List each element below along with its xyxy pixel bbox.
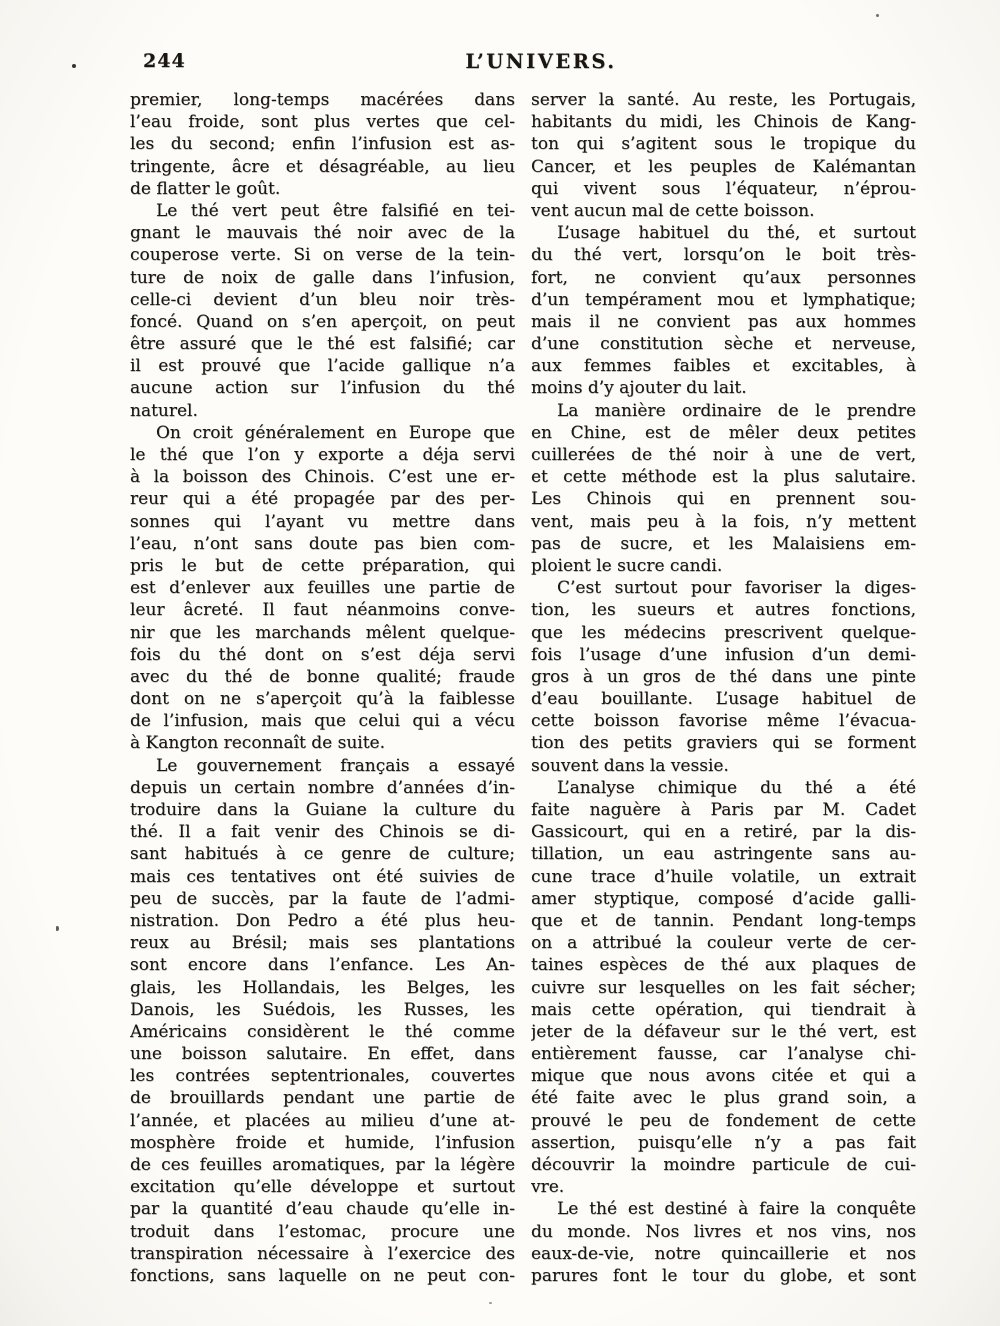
text-line: être assuré que le thé est falsifié; car — [130, 334, 515, 355]
text-line: moins d’y ajouter du lait. — [531, 378, 747, 399]
text-line: La manière ordinaire de le prendre — [557, 400, 916, 421]
text-line: découvrir la moindre particule de cui- — [531, 1155, 916, 1175]
text-line: Le thé vert peut être falsifié en tei- — [156, 200, 515, 221]
running-title: L’UNIVERS. — [465, 50, 617, 73]
text-line: tion, les sueurs et autres fonctions, — [531, 600, 916, 621]
text-line: Les Chinois qui en prennent sou- — [531, 489, 916, 510]
text-line: faite naguère à Paris par M. Cadet — [531, 800, 916, 820]
text-line: vent aucun mal de cette boisson. — [531, 200, 815, 221]
text-line: vent, mais peu à la fois, n’y mettent — [531, 511, 916, 532]
text-line: Le gouvernement français a essayé — [156, 755, 515, 776]
text-line: pris le but de cette préparation, qui — [130, 555, 515, 576]
text-line: L’analyse chimique du thé a été — [557, 777, 916, 798]
text-line: les du second; enfin l’infusion est as- — [130, 134, 515, 155]
text-line: cuillerées de thé noir à une de vert, — [531, 445, 916, 465]
text-line: mais il ne convient pas aux hommes — [531, 311, 916, 332]
text-line: par la quantité d’eau chaude qu’elle in- — [130, 1199, 515, 1220]
text-line: de ces feuilles aromatiques, par la légère — [130, 1155, 515, 1175]
text-line: vre. — [531, 1177, 565, 1198]
text-line: fort, ne convient qu’aux personnes — [531, 267, 916, 288]
text-line: tillation, un eau astringente sans au- — [531, 844, 916, 865]
text-line: le thé que l’on y exporte a déja servi — [130, 445, 515, 465]
text-line: amer styptique, composé d’acide galli- — [531, 888, 916, 909]
text-column-right — [531, 89, 916, 1287]
text-line: parures font le tour du globe, et sont — [531, 1265, 916, 1286]
text-line: d’eau bouillante. L’usage habituel de — [531, 689, 916, 710]
text-line: server la santé. Au reste, les Portugais, — [531, 90, 916, 110]
text-line: celle-ci devient d’un bleu noir très- — [130, 289, 515, 310]
text-line: On croit généralement en Europe que — [156, 422, 515, 443]
text-line: Le thé est destiné à faire la conquête — [557, 1199, 916, 1220]
text-line: depuis un certain nombre d’années d’in- — [130, 777, 515, 798]
scan-speck — [876, 14, 879, 17]
text-line: mique que nous avons citée et qui a — [531, 1066, 916, 1087]
text-line: les contrées septentrionales, couvertes — [130, 1066, 515, 1087]
text-line: ture de noix de galle dans l’infusion, — [130, 267, 515, 288]
text-line: et cette méthode est la plus salutaire. — [531, 467, 916, 488]
text-line: mais ces tentatives ont été suivies de — [130, 866, 515, 887]
text-line: aux femmes faibles et excitables, à — [531, 356, 916, 377]
text-line: de flatter le goût. — [130, 178, 281, 199]
text-line: gros à un gros de thé dans une pinte — [531, 666, 916, 687]
text-line: taines espèces de thé aux plaques de — [531, 955, 916, 976]
text-line: qui vivent sous l’équateur, n’éprou- — [531, 178, 916, 199]
text-line: thé. Il a fait venir des Chinois se di- — [130, 822, 515, 843]
text-line: sonnes qui l’ayant vu mettre dans — [130, 511, 515, 532]
text-line: couperose verte. Si on verse de la tein- — [130, 245, 515, 266]
text-line: naturel. — [130, 400, 198, 421]
text-line: Gassicourt, qui en a retiré, par la dis- — [531, 822, 916, 843]
text-line: l’année, et placées au milieu d’une at- — [130, 1110, 515, 1131]
text-line: cette boisson favorise même l’évacua- — [531, 711, 916, 732]
text-line: de l’infusion, mais que celui qui a vécu — [130, 711, 515, 732]
scan-speck — [72, 64, 76, 68]
text-line: nistration. Don Pedro a été plus heu- — [130, 910, 515, 931]
text-line: cuivre sur lesquelles on les fait sécher; — [531, 977, 916, 998]
text-line: du thé vert, lorsqu’on le boit très- — [531, 245, 916, 266]
text-line: à la boisson des Chinois. C’est une er- — [130, 467, 515, 488]
text-line: troduit dans l’estomac, procure une — [130, 1221, 515, 1242]
text-line: ton qui s’agitent sous le tropique du — [531, 134, 916, 155]
text-line: ploient le sucre candi. — [531, 555, 723, 576]
text-line: troduire dans la Guiane la culture du — [130, 800, 515, 820]
text-line: premier, long-temps macérées dans — [130, 90, 515, 110]
text-line: prouvé le peu de fondement de cette — [531, 1110, 916, 1131]
scan-speck — [56, 926, 59, 931]
text-line: l’eau, n’ont sans doute pas bien com- — [130, 533, 515, 554]
text-line: jeter de la défaveur sur le thé vert, est — [531, 1021, 916, 1042]
text-line: Cancer, et les peuples de Kalémantan — [531, 156, 916, 177]
text-line: pas de sucre, et les Malaisiens em- — [531, 533, 916, 554]
text-line: leur âcreté. Il faut néanmoins conve- — [130, 600, 515, 621]
text-line: Danois, les Suédois, les Russes, les — [130, 999, 515, 1020]
text-line: fois du thé dont on s’est déja servi — [130, 644, 515, 665]
text-line: de brouillards pendant une partie de — [130, 1088, 515, 1109]
page-header — [130, 50, 916, 76]
text-line: L’usage habituel du thé, et surtout — [557, 223, 916, 244]
text-line: fois l’usage d’une infusion d’un demi- — [531, 644, 916, 665]
text-line: dont on ne s’aperçoit qu’à la faiblesse — [130, 689, 515, 710]
text-line: peu de succès, par la faute de l’admi- — [130, 888, 515, 909]
text-line: aucune action sur l’infusion du thé — [130, 378, 515, 399]
text-line: que et de tannin. Pendant long-temps — [531, 910, 916, 931]
text-line: entièrement fausse, car l’analyse chi- — [531, 1044, 916, 1065]
text-line: mais cette opération, qui tiendrait à — [531, 999, 916, 1020]
text-line: souvent dans la vessie. — [531, 755, 729, 776]
text-line: eaux-de-vie, notre quincaillerie et nos — [531, 1243, 916, 1264]
page-number: 244 — [143, 50, 186, 72]
text-line: d’une constitution sèche et nerveuse, — [531, 334, 916, 355]
text-line: est d’enlever aux feuilles une partie de — [130, 578, 515, 599]
text-line: à Kangton reconnaît de suite. — [130, 733, 386, 754]
text-line: en Chine, est de mêler deux petites — [531, 422, 916, 443]
text-line: habitants du midi, les Chinois de Kang- — [531, 112, 916, 133]
text-line: gnant le mauvais thé noir avec de la — [130, 223, 515, 244]
text-line: transpiration nécessaire à l’exercice des — [130, 1243, 515, 1264]
text-line: on a attribué la couleur verte de cer- — [531, 933, 916, 954]
text-line: C’est surtout pour favoriser la diges- — [557, 578, 916, 599]
text-line: mosphère froide et humide, l’infusion — [130, 1132, 515, 1153]
text-line: une boisson salutaire. En effet, dans — [130, 1044, 515, 1065]
text-line: l’eau froide, sont plus vertes que cel- — [130, 112, 515, 133]
text-line: tion des petits graviers qui se forment — [531, 733, 916, 754]
text-column-left — [130, 89, 515, 1287]
two-column-text — [130, 89, 916, 1287]
text-line: cune trace d’huile volatile, un extrait — [531, 866, 916, 887]
text-line: d’un tempérament mou et lymphatique; — [531, 289, 916, 310]
text-line: que les médecins prescrivent quelque- — [531, 622, 916, 643]
text-line: foncé. Quand on s’en aperçoit, on peut — [130, 311, 515, 332]
text-line: sant habitués à ce genre de culture; — [130, 844, 515, 865]
scan-speck — [489, 1302, 492, 1304]
text-line: avec du thé de bonne qualité; fraude — [130, 666, 515, 687]
text-line: sont encore dans l’enfance. Les An- — [130, 955, 515, 976]
text-line: du monde. Nos livres et nos vins, nos — [531, 1221, 916, 1242]
text-line: reux au Brésil; mais ses plantations — [130, 933, 515, 954]
text-line: il est prouvé que l’acide gallique n’a — [130, 356, 515, 377]
text-line: tringente, âcre et désagréable, au lieu — [130, 156, 515, 177]
text-line: nir que les marchands mêlent quelque- — [130, 622, 515, 643]
text-line: Américains considèrent le thé comme — [130, 1021, 515, 1042]
text-line: glais, les Hollandais, les Belges, les — [130, 977, 515, 998]
text-line: reur qui a été propagée par des per- — [130, 489, 515, 510]
text-line: excitation qu’elle développe et surtout — [130, 1177, 515, 1198]
text-line: été faite avec le plus grand soin, a — [531, 1088, 916, 1109]
text-line: fonctions, sans laquelle on ne peut con- — [130, 1265, 515, 1286]
text-line: assertion, puisqu’elle n’y a pas fait — [531, 1132, 916, 1153]
